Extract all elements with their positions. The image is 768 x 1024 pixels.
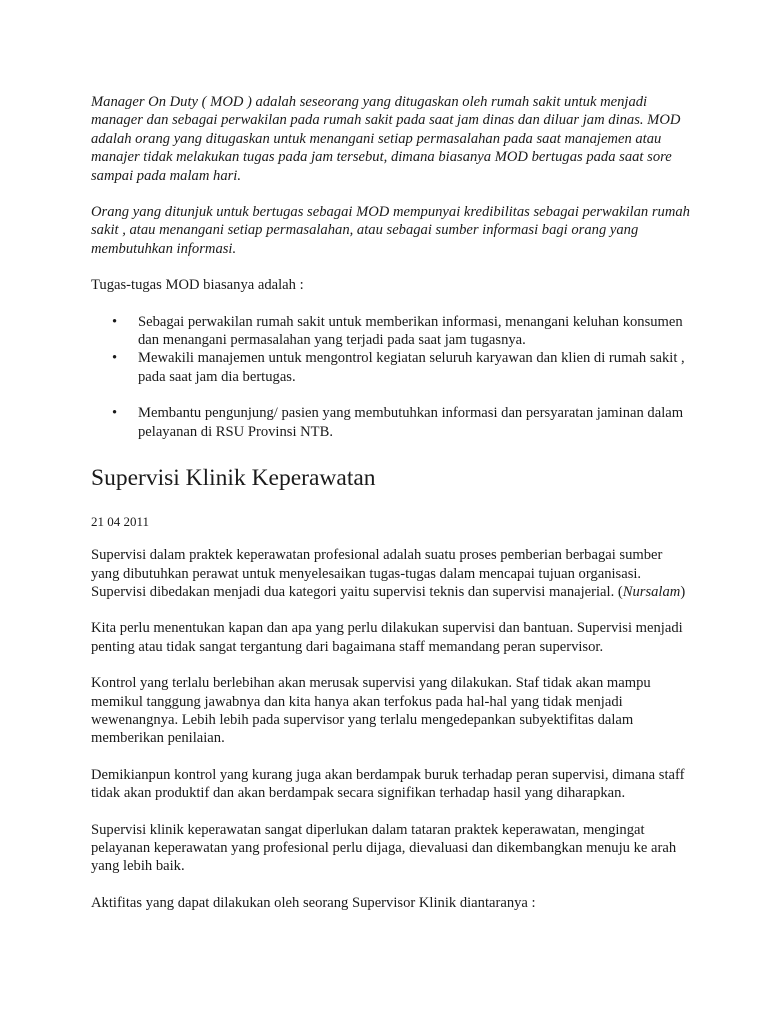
list-item-text: Membantu pengunjung/ pasien yang membutuhkan informasi dan persyaratan jaminan dalam pelayanan di RSU Provinsi NTB. [138,405,684,440]
list-item [91,313,691,350]
article-paragraph-activities: Aktifitas yang dapat dilakukan oleh seorang Supervisor Klinik diantaranya : [91,894,536,911]
document-page [91,93,691,912]
article-paragraph-importance: Supervisi klinik keperawatan sangat diperlukan dalam tataran praktek keperawatan, mengingat pelayanan keperawatan yang profesional perlu dijaga, dievaluasi dan dikembangkan menuju ke arah yang lebih baik. [91,821,677,875]
article-title: Supervisi Klinik Keperawatan [91,465,376,492]
article-date: 21 04 2011 [91,514,150,530]
bullet-icon: • [112,405,118,422]
tasks-heading: Tugas-tugas MOD biasanya adalah : [91,277,304,294]
bullet-icon: • [112,350,118,367]
list-item [91,349,691,386]
bullet-icon: • [112,313,118,330]
list-item [91,404,691,441]
intro-paragraph-mod-definition: Manager On Duty ( MOD ) adalah seseorang yang ditugaskan oleh rumah sakit untuk menjadi manager dan sebagai perwakilan pada rumah sakit pada saat jam dinas dan diluar jam dinas. MOD adalah orang yang ditugaskan untuk menangani setiap permasalahan pada saat manajemen atau manajer tidak melakukan tugas pada jam tersebut, dimana biasanya MOD bertugas pada saat sore sampai pada malam hari. [91,94,681,184]
article-paragraph-when: Kita perlu menentukan kapan dan apa yang perlu dilakukan supervisi dan bantuan. Supervisi menjadi penting atau tidak sangat tergantung dari bagaimana staff memandang peran supervisor. [91,620,683,655]
article-paragraph-over-control: Kontrol yang terlalu berlebihan akan merusak supervisi yang dilakukan. Staf tidak akan mampu memikul tanggung jawabnya dan kita hanya akan terfokus pada hal-hal yang tidak menjadi wewenangnya. Lebih lebih pada supervisor yang terlalu mengedepankan subyektifitas dalam memberikan penilaian. [91,675,651,747]
citation-close: ) [680,583,686,600]
paragraph-text: Supervisi dalam praktek keperawatan profesional adalah suatu proses pemberian berbagai sumber yang dibutuhkan perawat untuk menyelesaikan tugas-tugas dalam mencapai tujuan organisasi. Supervisi dibedakan menjadi dua kategori yaitu supervisi teknis dan supervisi manajerial. ( [91,547,663,600]
tasks-list [91,313,691,441]
citation: Nursalam [622,583,681,600]
article-paragraph-under-control: Demikianpun kontrol yang kurang juga akan berdampak buruk terhadap peran supervisi, dimana staff tidak akan produktif dan akan berdampak secara signifikan terhadap hasil yang diharapkan. [91,766,685,802]
list-item-text: Mewakili manajemen untuk mengontrol kegiatan seluruh karyawan dan klien di rumah sakit , pada saat jam dia bertugas. [138,350,685,385]
article-paragraph-definition [91,546,691,601]
list-item-text: Sebagai perwakilan rumah sakit untuk memberikan informasi, menangani keluhan konsumen dan menangani permasalahan yang terjadi pada saat jam tugasnya. [138,313,683,349]
intro-paragraph-mod-credibility: Orang yang ditunjuk untuk bertugas sebagai MOD mempunyai kredibilitas sebagai perwakilan rumah sakit , atau menangani setiap permasalahan, atau sebagai sumber informasi bagi orang yang membutuhkan informasi. [91,204,690,257]
